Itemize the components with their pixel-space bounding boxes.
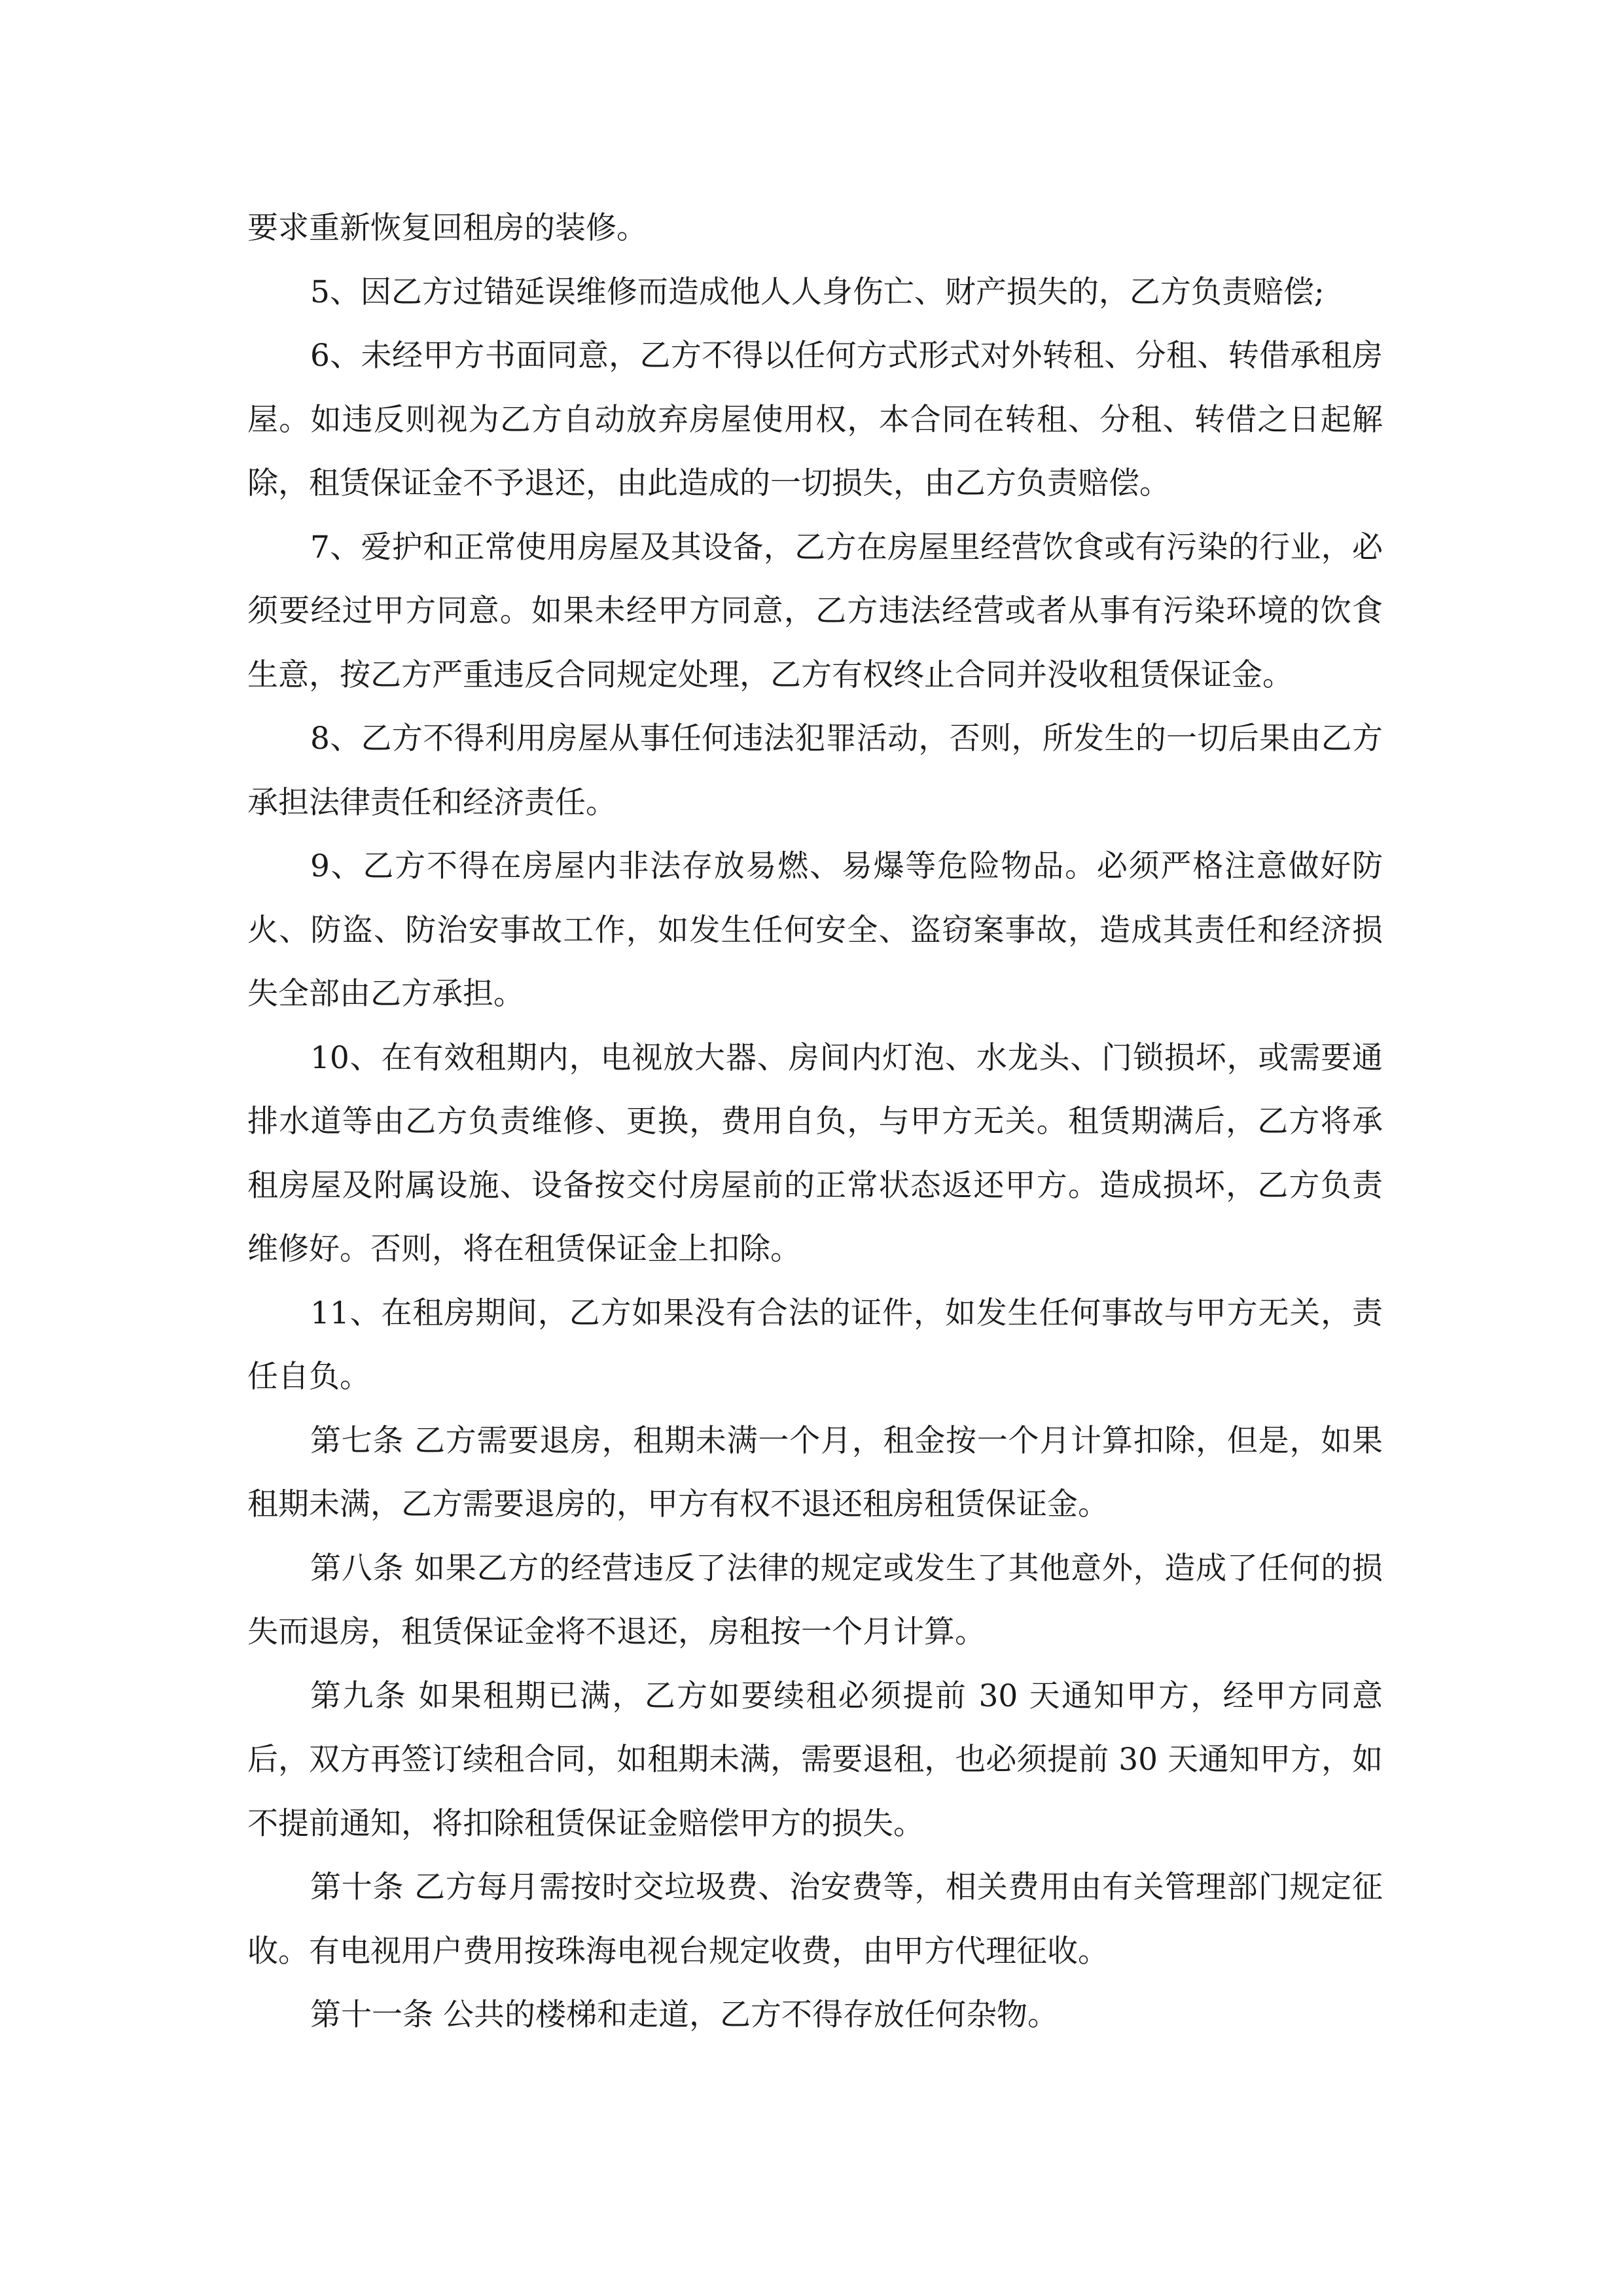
clause-8: 8、乙方不得利用房屋从事任何违法犯罪活动，否则，所发生的一切后果由乙方承担法律责任和经济责任。: [247, 721, 1383, 821]
clause-5: 5、因乙方过错延误维修而造成他人人身伤亡、财产损失的，乙方负责赔偿;: [310, 274, 1325, 310]
clause-9: 9、乙方不得在房屋内非法存放易燃、易爆等危险物品。必须严格注意做好防火、防盗、防治安事故工作，如发生任何安全、盗窃案事故，造成其责任和经济损失全部由乙方承担。: [247, 848, 1383, 1012]
clause-10: 10、在有效租期内，电视放大器、房间内灯泡、水龙头、门锁损坏，或需要通排水道等由乙方负责维修、更换，费用自负，与甲方无关。租赁期满后，乙方将承租房屋及附属设施、设备按交付房屋前的正常状态返还甲方。造成损坏，乙方负责维修好。否则，将在租赁保证金上扣除。: [247, 1039, 1383, 1267]
clause-6: 6、未经甲方书面同意，乙方不得以任何方式形式对外转租、分租、转借承租房屋。如违反则视为乙方自动放弃房屋使用权，本合同在转租、分租、转借之日起解除，租赁保证金不予退还，由此造成的一切损失，由乙方负责赔偿。: [247, 338, 1383, 501]
clause-11: 11、在租房期间，乙方如果没有合法的证件，如发生任何事故与甲方无关，责任自负。: [247, 1295, 1383, 1395]
article-11: 第十一条 公共的楼梯和走道，乙方不得存放任何杂物。: [310, 1997, 1058, 2033]
article-10: 第十条 乙方每月需按时交垃圾费、治安费等，相关费用由有关管理部门规定征收。有电视用户费用按珠海电视台规定收费，由甲方代理征收。: [247, 1869, 1383, 1969]
article-7: 第七条 乙方需要退房，租期未满一个月，租金按一个月计算扣除，但是，如果租期未满，乙方需要退房的，甲方有权不退还租房租赁保证金。: [247, 1422, 1383, 1522]
article-8: 第八条 如果乙方的经营违反了法律的规定或发生了其他意外，造成了任何的损失而退房，租赁保证金将不退还，房租按一个月计算。: [247, 1550, 1383, 1650]
paragraph-continuation: 要求重新恢复回租房的装修。: [247, 210, 647, 246]
clause-7: 7、爱护和正常使用房屋及其设备，乙方在房屋里经营饮食或有污染的行业，必须要经过甲方同意。如果未经甲方同意，乙方违法经营或者从事有污染环境的饮食生意，按乙方严重违反合同规定处理，乙方有权终止合同并没收租赁保证金。: [247, 529, 1383, 693]
document-body: [247, 196, 1383, 2047]
article-9: 第九条 如果租期已满，乙方如要续租必须提前 30 天通知甲方，经甲方同意后，双方再签订续租合同，如租期未满，需要退租，也必须提前 30 天通知甲方，如不提前通知，将扣除租赁保证金赔偿甲方的损失。: [247, 1677, 1383, 1842]
